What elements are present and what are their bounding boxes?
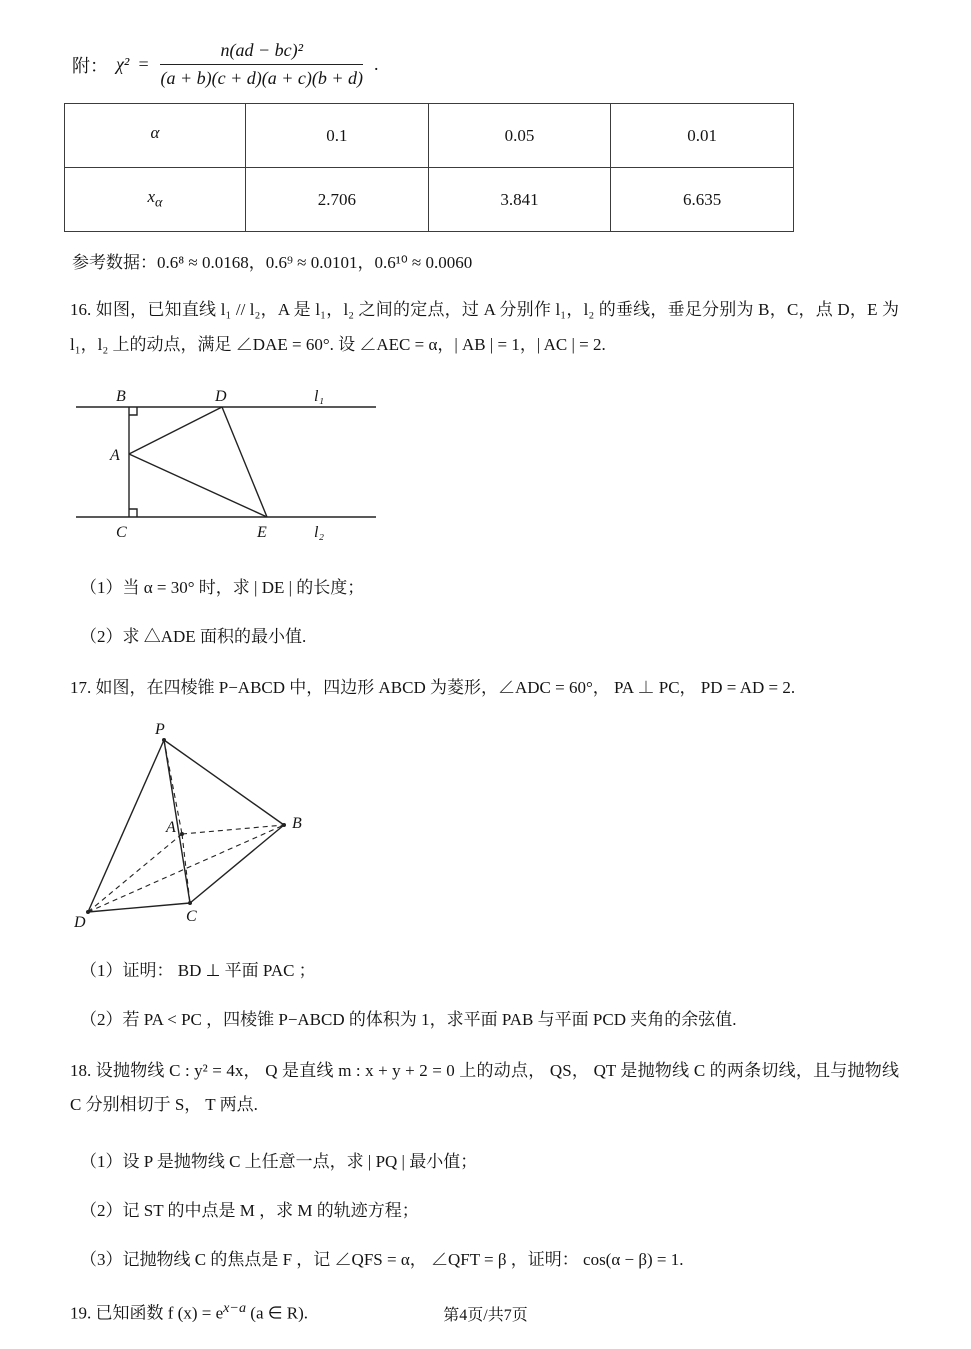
pyramid-hidden-edges bbox=[88, 740, 284, 912]
point-label-B: B bbox=[292, 814, 302, 832]
problem-16-q1: （1）当 α = 30° 时，求 | DE | 的长度； bbox=[80, 577, 365, 597]
problem-19-pre: 19. 已知函数 f (x) = e bbox=[70, 1303, 224, 1323]
segment-DE bbox=[222, 407, 267, 517]
formula-prefix: 附： bbox=[72, 55, 108, 76]
alpha-symbol: α bbox=[150, 123, 160, 143]
table-row-alpha bbox=[65, 104, 794, 168]
parallel-lines bbox=[76, 407, 376, 517]
edge-AD bbox=[88, 834, 182, 912]
triangle-ADE bbox=[129, 407, 267, 517]
vertex-dot-B bbox=[282, 823, 286, 827]
formula-denominator: (a + b)(c + d)(a + c)(b + d) bbox=[160, 68, 364, 88]
problem-17-q2: （2）若 PA < PC ，四棱锥 P−ABCD 的体积为 1，求平面 PAB 与平面 PCD 夹角的余弦值. bbox=[80, 1009, 737, 1029]
problem-17-q1: （1）证明： BD ⊥ 平面 PAC ； bbox=[80, 960, 316, 980]
figure-17-svg bbox=[74, 720, 324, 932]
table-cell-x-alpha-label bbox=[65, 168, 246, 232]
problem-16-text: 16. 如图，已知直线 l₁ // l₂，A 是 l₁，l₂ 之间的定点，过 A 分别作 l₁，l₂ 的垂线，垂足分别为 B，C，点 D，E 为 l₁，l₂ 上的动点，满足 ∠DAE = 60°. 设 ∠AEC = α，| AB | = 1，| AC | = 2. bbox=[70, 300, 899, 354]
point-label-P: P bbox=[155, 720, 165, 738]
point-label-A: A bbox=[110, 446, 120, 464]
problem-18-q1: （1）设 P 是抛物线 C 上任意一点，求 | PQ | 最小值； bbox=[80, 1152, 478, 1172]
critical-value-table bbox=[64, 103, 794, 232]
chi-square-formula bbox=[72, 40, 899, 89]
figure-16-svg bbox=[74, 377, 404, 549]
x-subscript: α bbox=[155, 194, 163, 211]
point-label-D: D bbox=[215, 387, 227, 405]
point-label-E: E bbox=[257, 523, 267, 541]
table-cell: 2.706 bbox=[246, 168, 429, 232]
point-label-C: C bbox=[116, 523, 127, 541]
x-symbol: x bbox=[147, 187, 156, 207]
diagonal-DB bbox=[88, 825, 284, 912]
figure-16-labels bbox=[109, 388, 324, 541]
problem-18-text: 18. 设抛物线 C : y² = 4x， Q 是直线 m : x + y + 2 = 0 上的动点， QS， QT 是抛物线 C 的两条切线，且与抛物线 C 分别相切于 S， T 两点. bbox=[70, 1060, 899, 1115]
formula-period: . bbox=[374, 54, 379, 74]
problem-17-text: 17. 如图，在四棱锥 P−ABCD 中，四边形 ABCD 为菱形，∠ADC = 60°， PA ⊥ PC， PD = AD = 2. bbox=[70, 677, 796, 697]
vertex-dot-C bbox=[188, 901, 192, 905]
edge-DC bbox=[88, 903, 190, 912]
vertex-dot-A bbox=[180, 832, 184, 836]
table-cell: 0.05 bbox=[428, 104, 611, 168]
vertex-dot-D bbox=[86, 910, 90, 914]
formula-equals: = bbox=[137, 54, 150, 74]
right-angle-mark-C bbox=[129, 509, 137, 517]
reference-data: 参考数据：0.6⁸ ≈ 0.0168，0.6⁹ ≈ 0.0101，0.6¹⁰ ≈ 0.0060 bbox=[72, 253, 473, 272]
right-angle-mark-B bbox=[129, 407, 137, 415]
figure-17-labels bbox=[74, 721, 302, 931]
vertex-dot-P bbox=[162, 738, 166, 742]
problem-16-q2: （2）求 △ADE 面积的最小值. bbox=[80, 626, 307, 646]
pyramid-solid-edges bbox=[88, 740, 284, 912]
edge-PB bbox=[164, 740, 284, 825]
figure-16 bbox=[74, 377, 899, 549]
figure-17-vertices bbox=[86, 738, 286, 914]
problem-19-exponent: x−a bbox=[223, 1300, 247, 1317]
problem-18-q2: （2）记 ST 的中点是 M ，求 M 的轨迹方程； bbox=[80, 1201, 419, 1221]
perpendicular-segment-BC bbox=[129, 407, 137, 517]
table-cell: 3.841 bbox=[428, 168, 611, 232]
segment-AD bbox=[129, 407, 222, 454]
point-label-D: D bbox=[74, 913, 86, 931]
table-cell: 0.1 bbox=[246, 104, 429, 168]
point-label-B: B bbox=[116, 387, 126, 405]
problem-19-post: (a ∈ R). bbox=[246, 1303, 309, 1323]
table-cell: 0.01 bbox=[611, 104, 794, 168]
line-label-l1: l₁ bbox=[314, 387, 325, 405]
table-cell: 6.635 bbox=[611, 168, 794, 232]
formula-fraction bbox=[160, 40, 363, 89]
line-label-l2: l₂ bbox=[314, 523, 325, 541]
edge-CB bbox=[190, 825, 284, 903]
segment-AE bbox=[129, 454, 267, 517]
page-number-footer: 第4页/共7页 bbox=[443, 1307, 528, 1324]
point-label-A: A bbox=[166, 818, 176, 836]
table-cell-alpha-label bbox=[65, 104, 246, 168]
problem-18-q3: （3）记抛物线 C 的焦点是 F ，记 ∠QFS = α， ∠QFT = β ，证明： cos(α − β) = 1. bbox=[80, 1250, 684, 1270]
table-row-critical-values bbox=[65, 168, 794, 232]
edge-AB bbox=[182, 825, 284, 834]
formula-lhs: χ² bbox=[116, 54, 130, 74]
formula-numerator: n(ad − bc)² bbox=[160, 40, 363, 65]
figure-17 bbox=[74, 720, 899, 932]
edge-PD bbox=[88, 740, 164, 912]
point-label-C: C bbox=[186, 907, 197, 925]
